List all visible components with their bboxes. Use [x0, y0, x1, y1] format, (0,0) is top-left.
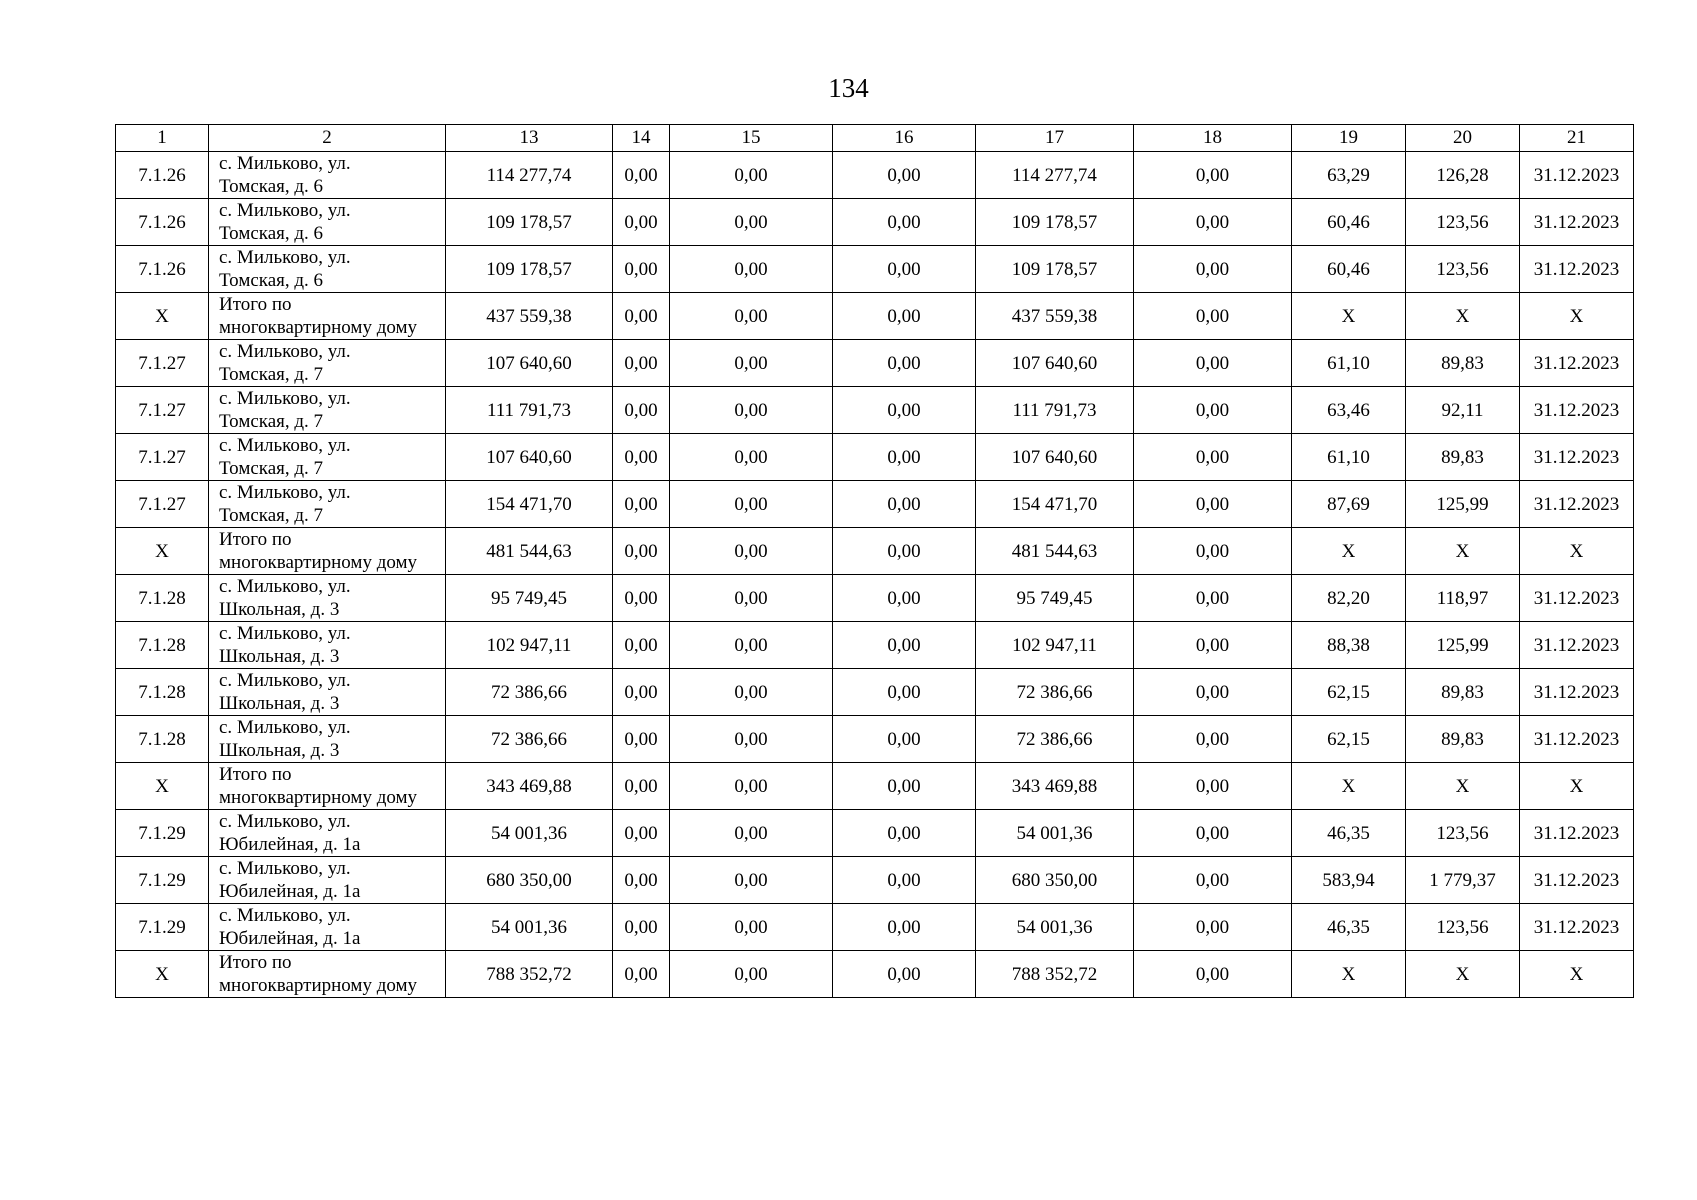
data-table — [115, 124, 1634, 998]
table-cell: 95 749,45 — [446, 575, 613, 622]
table-cell: 0,00 — [613, 246, 670, 293]
table-cell: 343 469,88 — [446, 763, 613, 810]
table-row — [116, 152, 1634, 199]
table-cell-address — [209, 152, 446, 199]
table-cell: 62,15 — [1292, 716, 1406, 763]
table-cell: 0,00 — [1134, 340, 1292, 387]
table-cell: 583,94 — [1292, 857, 1406, 904]
table-cell: 0,00 — [1134, 622, 1292, 669]
table-cell-address — [209, 199, 446, 246]
table-cell: 72 386,66 — [446, 669, 613, 716]
table-cell: 0,00 — [670, 904, 833, 951]
table-cell: 7.1.27 — [116, 387, 209, 434]
address-line-2: многоквартирному дому — [219, 317, 418, 338]
table-cell: 0,00 — [613, 904, 670, 951]
table-cell: 0,00 — [670, 246, 833, 293]
table-cell: 123,56 — [1406, 810, 1520, 857]
table-cell: 7.1.28 — [116, 622, 209, 669]
table-cell: 0,00 — [670, 528, 833, 575]
table-cell-address — [209, 951, 446, 998]
address-line-2: Томская, д. 6 — [219, 223, 324, 244]
address-line-2: Томская, д. 7 — [219, 505, 324, 526]
table-cell: 107 640,60 — [976, 434, 1134, 481]
column-header: 13 — [446, 125, 613, 152]
table-row — [116, 481, 1634, 528]
table-cell: 788 352,72 — [446, 951, 613, 998]
table-cell: 0,00 — [613, 152, 670, 199]
table-cell: 60,46 — [1292, 199, 1406, 246]
table-cell: 0,00 — [613, 716, 670, 763]
table-cell-address — [209, 528, 446, 575]
table-cell: 126,28 — [1406, 152, 1520, 199]
table-cell-address — [209, 293, 446, 340]
table-cell: 0,00 — [670, 199, 833, 246]
table-cell: 89,83 — [1406, 340, 1520, 387]
table-row — [116, 575, 1634, 622]
table-cell: 46,35 — [1292, 810, 1406, 857]
table-cell: 0,00 — [1134, 434, 1292, 481]
column-header: 21 — [1520, 125, 1634, 152]
table-cell: 680 350,00 — [446, 857, 613, 904]
table-cell: 788 352,72 — [976, 951, 1134, 998]
address-line-2: Юбилейная, д. 1а — [219, 881, 361, 902]
table-cell: 0,00 — [613, 669, 670, 716]
table-cell: 0,00 — [670, 763, 833, 810]
table-cell: 0,00 — [670, 340, 833, 387]
table-cell: 0,00 — [833, 857, 976, 904]
table-cell: 0,00 — [1134, 951, 1292, 998]
table-cell: X — [1406, 528, 1520, 575]
table-cell: 0,00 — [670, 293, 833, 340]
table-cell: 0,00 — [1134, 528, 1292, 575]
column-header: 15 — [670, 125, 833, 152]
table-body — [116, 152, 1634, 998]
table-cell: 0,00 — [613, 293, 670, 340]
table-cell: 0,00 — [670, 152, 833, 199]
address-line-2: Школьная, д. 3 — [219, 599, 340, 620]
table-cell-address — [209, 810, 446, 857]
table-cell: 0,00 — [613, 763, 670, 810]
table-cell: 7.1.28 — [116, 575, 209, 622]
table-cell-address — [209, 857, 446, 904]
table-cell: 0,00 — [833, 575, 976, 622]
address-line-2: Юбилейная, д. 1а — [219, 928, 361, 949]
table-cell: 0,00 — [833, 387, 976, 434]
table-cell: 107 640,60 — [976, 340, 1134, 387]
table-cell: 0,00 — [670, 481, 833, 528]
table-cell: 123,56 — [1406, 904, 1520, 951]
table-cell: 107 640,60 — [446, 434, 613, 481]
table-row-total — [116, 951, 1634, 998]
address-line-1: Итого по — [219, 294, 292, 315]
table-cell: 0,00 — [613, 622, 670, 669]
table-cell: 89,83 — [1406, 434, 1520, 481]
table-cell: 0,00 — [670, 622, 833, 669]
address-line-1: Итого по — [219, 529, 292, 550]
table-cell: 89,83 — [1406, 716, 1520, 763]
address-line-2: Школьная, д. 3 — [219, 693, 340, 714]
table-cell: 0,00 — [833, 951, 976, 998]
table-cell: 89,83 — [1406, 669, 1520, 716]
table-cell: 0,00 — [613, 481, 670, 528]
table-row — [116, 434, 1634, 481]
address-line-2: Томская, д. 6 — [219, 176, 324, 197]
table-row — [116, 716, 1634, 763]
table-cell: X — [116, 763, 209, 810]
column-header: 14 — [613, 125, 670, 152]
table-cell: 31.12.2023 — [1520, 810, 1634, 857]
table-cell: 7.1.27 — [116, 481, 209, 528]
address-line-1: с. Мильково, ул. — [219, 341, 351, 362]
table-cell: 62,15 — [1292, 669, 1406, 716]
address-line-1: с. Мильково, ул. — [219, 153, 351, 174]
table-cell: 109 178,57 — [446, 199, 613, 246]
table-cell: 31.12.2023 — [1520, 669, 1634, 716]
table-cell: 1 779,37 — [1406, 857, 1520, 904]
table-cell: X — [1406, 763, 1520, 810]
table-cell: 31.12.2023 — [1520, 246, 1634, 293]
table-cell: 60,46 — [1292, 246, 1406, 293]
table-cell: 7.1.29 — [116, 904, 209, 951]
table-cell-address — [209, 434, 446, 481]
table-cell: 0,00 — [833, 904, 976, 951]
table-cell-address — [209, 575, 446, 622]
table-cell: 0,00 — [1134, 575, 1292, 622]
table-cell: 31.12.2023 — [1520, 622, 1634, 669]
table-cell: 7.1.28 — [116, 669, 209, 716]
table-cell: 31.12.2023 — [1520, 857, 1634, 904]
table-cell-address — [209, 481, 446, 528]
table-cell: 437 559,38 — [976, 293, 1134, 340]
table-row-total — [116, 528, 1634, 575]
address-line-2: Юбилейная, д. 1а — [219, 834, 361, 855]
table-cell-address — [209, 340, 446, 387]
address-line-1: с. Мильково, ул. — [219, 247, 351, 268]
address-line-1: Итого по — [219, 764, 292, 785]
table-cell: 343 469,88 — [976, 763, 1134, 810]
table-cell: 7.1.28 — [116, 716, 209, 763]
table-cell-address — [209, 669, 446, 716]
table-cell: 123,56 — [1406, 246, 1520, 293]
table-cell: 0,00 — [670, 387, 833, 434]
table-cell: X — [1520, 293, 1634, 340]
column-header: 1 — [116, 125, 209, 152]
address-line-1: с. Мильково, ул. — [219, 200, 351, 221]
table-row-total — [116, 293, 1634, 340]
table-cell: 0,00 — [613, 575, 670, 622]
table-cell: 0,00 — [1134, 810, 1292, 857]
table-row — [116, 387, 1634, 434]
table-row — [116, 622, 1634, 669]
table-row — [116, 340, 1634, 387]
table-cell: 0,00 — [833, 528, 976, 575]
address-line-2: многоквартирному дому — [219, 975, 418, 996]
table-cell: 0,00 — [613, 810, 670, 857]
table-cell: 54 001,36 — [446, 904, 613, 951]
address-line-1: с. Мильково, ул. — [219, 905, 351, 926]
table-cell: 125,99 — [1406, 481, 1520, 528]
table-cell: 31.12.2023 — [1520, 575, 1634, 622]
table-cell: 0,00 — [613, 199, 670, 246]
table-cell: 7.1.26 — [116, 246, 209, 293]
table-cell: 0,00 — [613, 434, 670, 481]
address-line-2: Школьная, д. 3 — [219, 646, 340, 667]
column-header: 20 — [1406, 125, 1520, 152]
table-cell: 0,00 — [833, 669, 976, 716]
table-cell: 72 386,66 — [976, 669, 1134, 716]
table-cell: 72 386,66 — [976, 716, 1134, 763]
table-row — [116, 669, 1634, 716]
table-cell: 0,00 — [833, 434, 976, 481]
table-cell: 7.1.29 — [116, 857, 209, 904]
table-cell: 63,29 — [1292, 152, 1406, 199]
table-cell: 31.12.2023 — [1520, 481, 1634, 528]
address-line-1: с. Мильково, ул. — [219, 717, 351, 738]
table-cell: 31.12.2023 — [1520, 199, 1634, 246]
table-cell: 109 178,57 — [976, 199, 1134, 246]
address-line-2: Томская, д. 7 — [219, 458, 324, 479]
table-cell: 0,00 — [833, 340, 976, 387]
table-header — [116, 125, 1634, 152]
table-cell: 0,00 — [833, 481, 976, 528]
table-cell-address — [209, 716, 446, 763]
table-cell: 154 471,70 — [446, 481, 613, 528]
table-cell: 0,00 — [833, 763, 976, 810]
table-cell: 72 386,66 — [446, 716, 613, 763]
table-cell: 107 640,60 — [446, 340, 613, 387]
table-cell: X — [1520, 951, 1634, 998]
table-row — [116, 810, 1634, 857]
address-line-2: многоквартирному дому — [219, 787, 418, 808]
table-row — [116, 199, 1634, 246]
table-cell: 88,38 — [1292, 622, 1406, 669]
table-cell: 31.12.2023 — [1520, 340, 1634, 387]
table-cell: X — [1292, 951, 1406, 998]
address-line-2: Школьная, д. 3 — [219, 740, 340, 761]
table-cell: 54 001,36 — [976, 904, 1134, 951]
table-cell: 54 001,36 — [446, 810, 613, 857]
table-cell: 0,00 — [613, 528, 670, 575]
table-cell: 0,00 — [670, 810, 833, 857]
address-line-1: Итого по — [219, 952, 292, 973]
table-cell: 481 544,63 — [976, 528, 1134, 575]
table-cell: 0,00 — [670, 951, 833, 998]
table-cell: 31.12.2023 — [1520, 904, 1634, 951]
address-line-1: с. Мильково, ул. — [219, 858, 351, 879]
table-cell: 118,97 — [1406, 575, 1520, 622]
table-cell: 0,00 — [613, 857, 670, 904]
table-cell: 102 947,11 — [976, 622, 1134, 669]
table-cell: 0,00 — [1134, 246, 1292, 293]
table-cell: X — [1292, 293, 1406, 340]
address-line-1: с. Мильково, ул. — [219, 670, 351, 691]
table-cell: 0,00 — [1134, 199, 1292, 246]
table-cell: X — [1520, 763, 1634, 810]
column-header: 19 — [1292, 125, 1406, 152]
address-line-1: с. Мильково, ул. — [219, 388, 351, 409]
table-cell: 111 791,73 — [976, 387, 1134, 434]
table-cell-address — [209, 622, 446, 669]
table-cell: 102 947,11 — [446, 622, 613, 669]
table-cell: 125,99 — [1406, 622, 1520, 669]
table-cell: 31.12.2023 — [1520, 716, 1634, 763]
column-header: 17 — [976, 125, 1134, 152]
table-cell: 0,00 — [670, 434, 833, 481]
table-cell: 109 178,57 — [976, 246, 1134, 293]
table-cell: 680 350,00 — [976, 857, 1134, 904]
table-cell: 0,00 — [1134, 152, 1292, 199]
table-cell: 7.1.27 — [116, 340, 209, 387]
table-cell: 0,00 — [833, 293, 976, 340]
table-cell: 123,56 — [1406, 199, 1520, 246]
table-cell: 0,00 — [1134, 293, 1292, 340]
table-cell: 0,00 — [833, 152, 976, 199]
table-cell: X — [1406, 951, 1520, 998]
address-line-1: с. Мильково, ул. — [219, 623, 351, 644]
table-cell: 92,11 — [1406, 387, 1520, 434]
table-cell: 61,10 — [1292, 434, 1406, 481]
table-cell: 114 277,74 — [976, 152, 1134, 199]
table-cell-address — [209, 387, 446, 434]
table-cell: 154 471,70 — [976, 481, 1134, 528]
address-line-2: многоквартирному дому — [219, 552, 418, 573]
table-row — [116, 857, 1634, 904]
table-cell: X — [1292, 528, 1406, 575]
table-cell: 7.1.29 — [116, 810, 209, 857]
table-cell: 0,00 — [670, 857, 833, 904]
address-line-2: Томская, д. 6 — [219, 270, 324, 291]
table-row — [116, 246, 1634, 293]
table-cell-address — [209, 763, 446, 810]
table-cell: 0,00 — [670, 716, 833, 763]
table-cell: 0,00 — [833, 246, 976, 293]
table-cell: 95 749,45 — [976, 575, 1134, 622]
table-cell: 481 544,63 — [446, 528, 613, 575]
table-cell: 31.12.2023 — [1520, 434, 1634, 481]
page-number: 134 — [828, 73, 869, 103]
table-cell: 0,00 — [1134, 763, 1292, 810]
table-cell: 82,20 — [1292, 575, 1406, 622]
table-cell: 0,00 — [613, 387, 670, 434]
table-cell: 7.1.26 — [116, 199, 209, 246]
table-cell-address — [209, 904, 446, 951]
table-cell: 0,00 — [1134, 857, 1292, 904]
table-row-total — [116, 763, 1634, 810]
table-cell: 0,00 — [1134, 481, 1292, 528]
table-cell: 109 178,57 — [446, 246, 613, 293]
table-cell: 114 277,74 — [446, 152, 613, 199]
table-cell: 0,00 — [670, 575, 833, 622]
table-cell: 63,46 — [1292, 387, 1406, 434]
table-cell: 54 001,36 — [976, 810, 1134, 857]
table-cell: 7.1.27 — [116, 434, 209, 481]
header-row — [116, 125, 1634, 152]
table-cell: 0,00 — [833, 810, 976, 857]
table-cell: 0,00 — [833, 622, 976, 669]
table-cell: 0,00 — [1134, 716, 1292, 763]
table-cell: X — [116, 293, 209, 340]
table-cell: 0,00 — [1134, 904, 1292, 951]
table-cell: 7.1.26 — [116, 152, 209, 199]
table-cell: 111 791,73 — [446, 387, 613, 434]
address-line-1: с. Мильково, ул. — [219, 576, 351, 597]
table-cell: 0,00 — [1134, 669, 1292, 716]
address-line-2: Томская, д. 7 — [219, 411, 324, 432]
table-cell: 31.12.2023 — [1520, 387, 1634, 434]
table-cell: 0,00 — [833, 716, 976, 763]
table-cell: X — [116, 951, 209, 998]
column-header: 2 — [209, 125, 446, 152]
table-cell: 61,10 — [1292, 340, 1406, 387]
address-line-2: Томская, д. 7 — [219, 364, 324, 385]
table-cell: 0,00 — [1134, 387, 1292, 434]
table-cell: 437 559,38 — [446, 293, 613, 340]
table-cell: X — [1292, 763, 1406, 810]
address-line-1: с. Мильково, ул. — [219, 811, 351, 832]
table-cell: 0,00 — [670, 669, 833, 716]
table-cell: X — [1406, 293, 1520, 340]
table-cell: 0,00 — [613, 951, 670, 998]
table-row — [116, 904, 1634, 951]
address-line-1: с. Мильково, ул. — [219, 435, 351, 456]
column-header: 18 — [1134, 125, 1292, 152]
table-cell: X — [1520, 528, 1634, 575]
table-cell: X — [116, 528, 209, 575]
table-cell: 0,00 — [613, 340, 670, 387]
table-cell: 31.12.2023 — [1520, 152, 1634, 199]
table-cell: 46,35 — [1292, 904, 1406, 951]
column-header: 16 — [833, 125, 976, 152]
table-cell: 87,69 — [1292, 481, 1406, 528]
table-cell: 0,00 — [833, 199, 976, 246]
address-line-1: с. Мильково, ул. — [219, 482, 351, 503]
table-cell-address — [209, 246, 446, 293]
